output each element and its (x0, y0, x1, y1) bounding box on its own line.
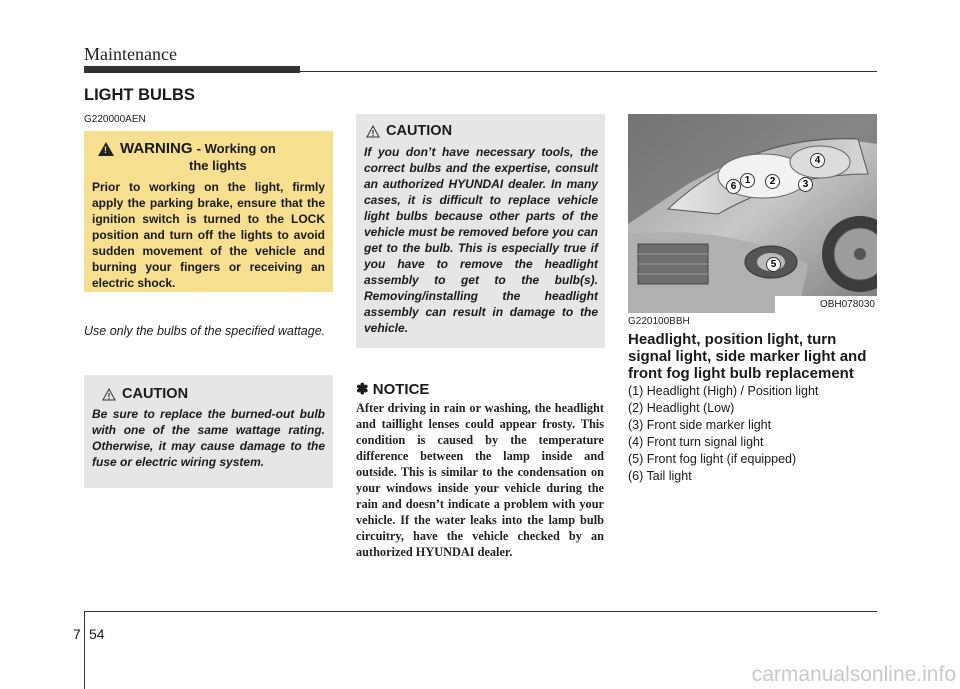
header-bar (84, 66, 300, 73)
marker-1: 1 (740, 170, 755, 188)
warning-heading (98, 140, 276, 173)
caution-box-center (356, 114, 605, 348)
marker-6: 6 (726, 176, 741, 194)
watermark: carmanualsonline.info (751, 663, 956, 686)
list-item: (4) Front turn signal light (628, 435, 764, 449)
caution-triangle-icon (366, 125, 380, 138)
section-title: LIGHT BULBS (84, 86, 195, 104)
list-item: (1) Headlight (High) / Position light (628, 384, 819, 398)
caution-center-body: If you don’t have necessary tools, the correct bulbs and the expertise, consult an authorized HYUNDAI dealer. In many cases, it is difficult to replace vehicle light bulbs because other parts of the vehicle must be removed before you can get to the bulb. This is especially true if you have to remove the headlight assembly to get to the bulb(s). Removing/installing the headlight assembly can result in damage to the vehicle. (364, 145, 598, 335)
caution-center-heading (366, 123, 452, 139)
chapter-number: 7 (73, 626, 81, 642)
marker-5: 5 (766, 254, 781, 272)
footer-rule (84, 611, 877, 612)
bulb-section-code: G220100BBH (628, 316, 690, 327)
caution-box-left (84, 375, 333, 488)
list-item: (3) Front side marker light (628, 418, 772, 432)
footer-divider (84, 611, 85, 689)
bulb-list (628, 383, 818, 485)
page-header-title: Maintenance (84, 44, 177, 64)
page-number: 54 (89, 626, 105, 642)
notice-label: NOTICE (372, 381, 430, 398)
caution-left-body: Be sure to replace the burned-out bulb with one of the same wattage rating. Otherwise, it may cause damage to the fuse or electric wiring system. (92, 407, 325, 469)
warning-body: Prior to working on the light, firmly apply the parking brake, ensure that the ignition switch is turned to the LOCK position and turn off the lights to avoid sudden movement of the vehicle and burning your fingers or receiving an electric shock. (92, 180, 325, 290)
caution-left-heading (102, 386, 188, 402)
marker-2: 2 (765, 171, 780, 189)
header-rule (300, 71, 877, 72)
notice-heading (356, 380, 429, 398)
wattage-note: Use only the bulbs of the specified wattage. (84, 324, 326, 338)
list-item: (5) Front fog light (if equipped) (628, 452, 797, 466)
figure-caption: OBH078030 (775, 296, 877, 313)
warning-box (84, 131, 333, 292)
list-item: (2) Headlight (Low) (628, 401, 735, 415)
list-item: (6) Tail light (628, 469, 692, 483)
caution-center-label: CAUTION (386, 123, 453, 139)
marker-3: 3 (798, 174, 813, 192)
headlight-illustration (628, 114, 877, 313)
warning-subtitle-1: - Working on (196, 141, 276, 156)
headlight-figure (628, 114, 877, 313)
caution-triangle-icon (102, 388, 116, 401)
bulb-section-title: Headlight, position light, turn signal light, side marker light and front fog light bulb replacement (628, 331, 867, 382)
warning-triangle-icon (98, 142, 114, 156)
caution-left-label: CAUTION (122, 386, 189, 402)
section-code: G220000AEN (84, 114, 146, 125)
notice-body: After driving in rain or washing, the headlight and taillight lenses could appear frosty. This condition is caused by the temperature difference between the lamp inside and outside. This is similar to the condensation on your windows inside your vehicle during the rain and doesn’t indicate a problem with your vehicle. If the water leaks into the lamp bulb circuitry, have the vehicle checked by an authorized HYUNDAI dealer. (356, 401, 604, 559)
notice-symbol-icon: ✽ (356, 381, 369, 398)
marker-4: 4 (810, 150, 825, 168)
warning-label: WARNING (120, 140, 193, 157)
warning-subtitle-2: the lights (189, 158, 247, 173)
